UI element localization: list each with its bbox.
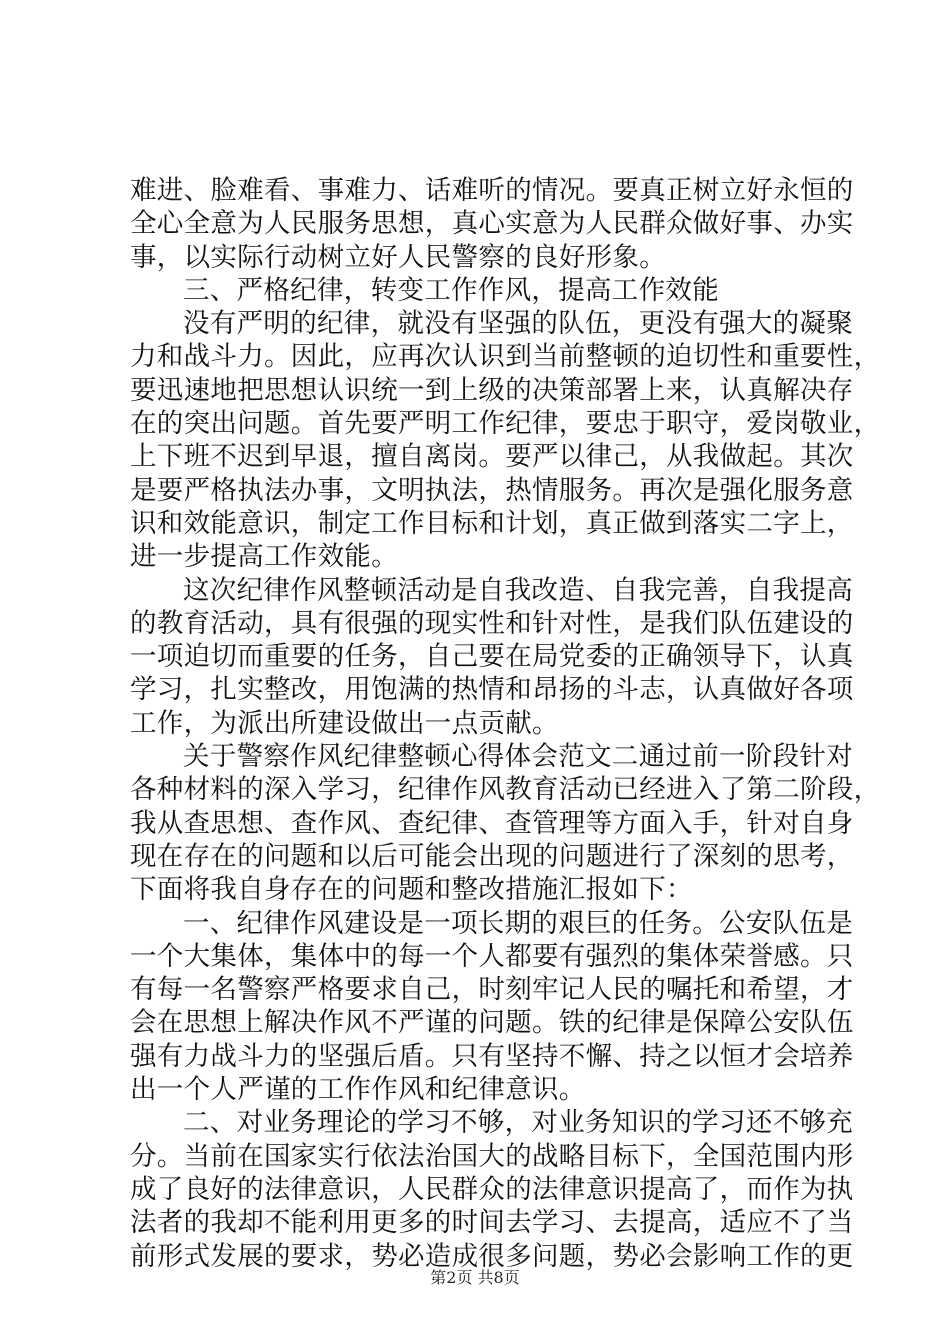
text-line: 各种材料的深入学习，纪律作风教育活动已经进入了第二阶段， [130,774,881,806]
text-line: 进一步提高工作效能。 [130,541,398,573]
text-line: 我从查思想、查作风、查纪律、查管理等方面入手，针对自身 [130,807,854,839]
text-line: 全心全意为人民服务思想，真心实意为人民群众做好事、办实 [130,208,854,240]
text-line: 有每一名警察严格要求自己，时刻牢记人民的嘱托和希望，才 [130,974,854,1006]
text-line: 上下班不迟到早退，擅自离岗。要严以律己，从我做起。其次 [130,441,854,473]
text-line: 二、对业务理论的学习不够，对业务知识的学习还不够充 [183,1107,853,1139]
page-footer: 第2页 共8页 [430,1268,520,1287]
text-line: 事，以实际行动树立好人民警察的良好形象。 [130,241,666,273]
text-line: 要迅速地把思想认识统一到上级的决策部署上来，认真解决存 [130,374,854,406]
text-line: 出一个人严谨的工作作风和纪律意识。 [130,1074,586,1106]
text-line: 分。当前在国家实行依法治国大的战略目标下，全国范围内形 [130,1140,854,1172]
text-line: 在的突出问题。首先要严明工作纪律，要忠于职守，爱岗敬业， [130,408,881,440]
text-line: 前形式发展的要求，势必造成很多问题，势必会影响工作的更 [130,1240,854,1272]
text-line: 关于警察作风纪律整顿心得体会范文二通过前一阶段针对 [183,741,853,773]
text-line: 一项迫切而重要的任务，自己要在局党委的正确领导下，认真 [130,641,854,673]
text-line: 这次纪律作风整顿活动是自我改造、自我完善，自我提高 [183,574,853,606]
text-line: 法者的我却不能利用更多的时间去学习、去提高，适应不了当 [130,1207,854,1239]
text-line: 成了良好的法律意识，人民群众的法律意识提高了，而作为执 [130,1173,854,1205]
text-line: 没有严明的纪律，就没有坚强的队伍，更没有强大的凝聚 [183,308,853,340]
text-line: 力和战斗力。因此，应再次认识到当前整顿的迫切性和重要性， [130,341,881,373]
text-line: 强有力战斗力的坚强后盾。只有坚持不懈、持之以恒才会培养 [130,1040,854,1072]
text-line: 现在存在的问题和以后可能会出现的问题进行了深刻的思考， [130,840,854,872]
text-line: 三、严格纪律，转变工作作风，提高工作效能 [183,274,719,306]
text-line: 一、纪律作风建设是一项长期的艰巨的任务。公安队伍是 [183,907,853,939]
text-line: 一个大集体，集体中的每一个人都要有强烈的集体荣誉感。只 [130,940,854,972]
text-line: 学习，扎实整改，用饱满的热情和昂扬的斗志，认真做好各项 [130,674,854,706]
text-line: 的教育活动，具有很强的现实性和针对性，是我们队伍建设的 [130,607,854,639]
text-line: 工作，为派出所建设做出一点贡献。 [130,707,559,739]
document-body [130,174,881,1273]
text-line: 识和效能意识，制定工作目标和计划，真正做到落实二字上， [130,507,854,539]
text-line: 难进、脸难看、事难力、话难听的情况。要真正树立好永恒的 [130,175,854,206]
text-line: 下面将我自身存在的问题和整改措施汇报如下： [130,874,693,906]
text-line: 会在思想上解决作风不严谨的问题。铁的纪律是保障公安队伍 [130,1007,854,1039]
text-line: 是要严格执法办事，文明执法，热情服务。再次是强化服务意 [130,474,854,506]
